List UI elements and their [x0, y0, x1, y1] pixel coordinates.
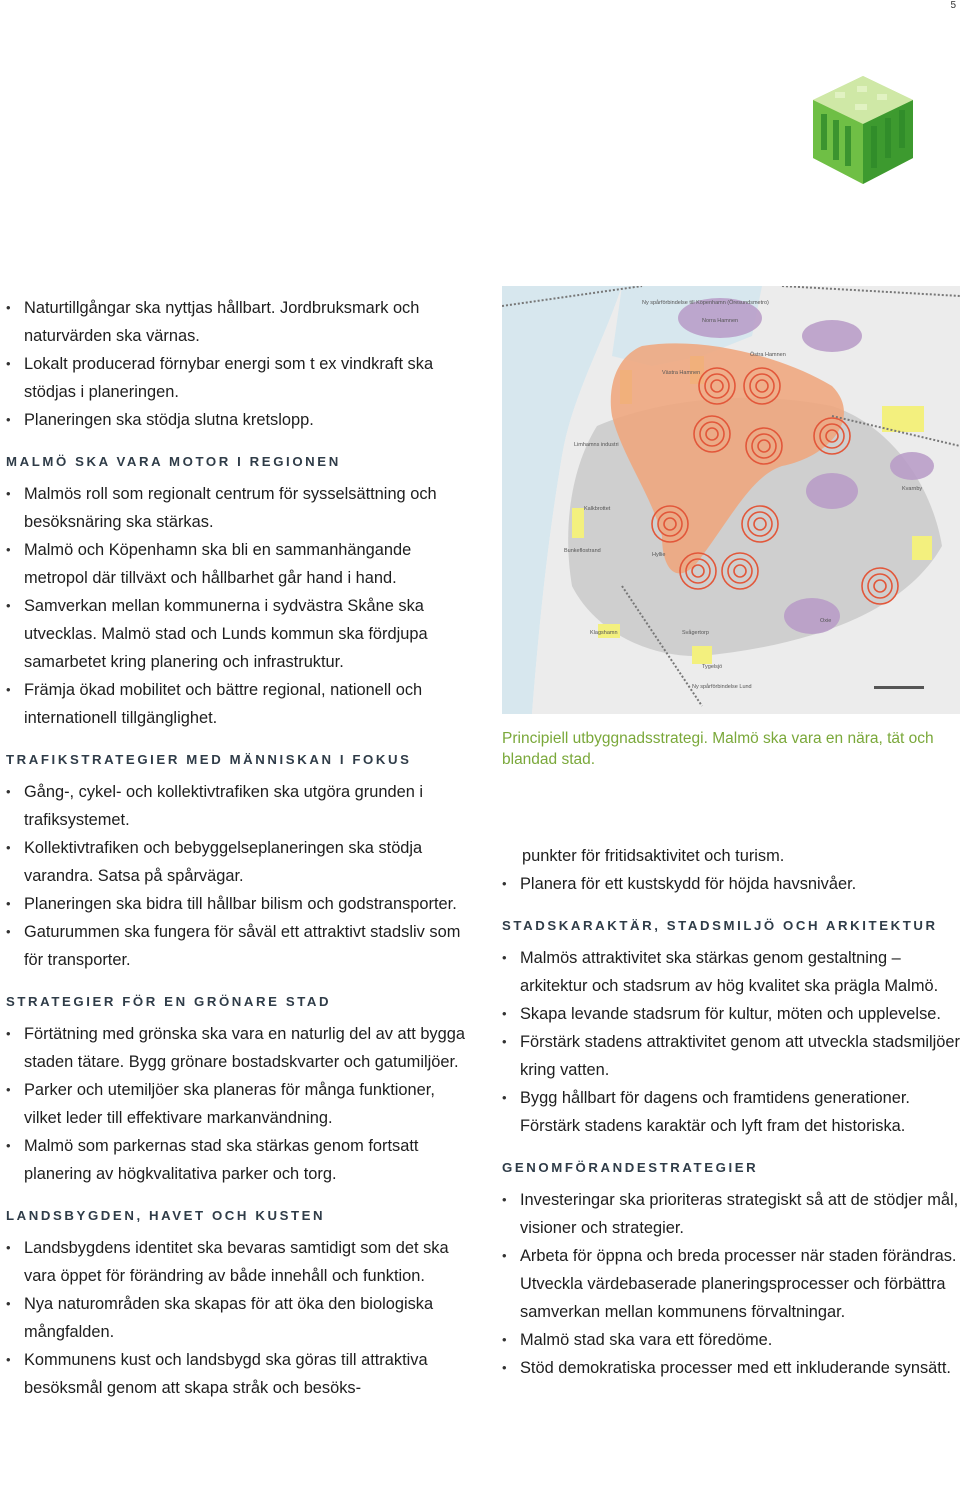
map-label: Svågertorp — [682, 630, 709, 636]
list-item: • Förstärk stadens attraktivitet genom att utveckla stadsmiljöer kring vatten. — [502, 1028, 960, 1084]
list-item: • Gång-, cykel- och kollektivtrafiken ska utgöra grunden i trafiksystemet. — [6, 778, 476, 834]
list-item: • Malmös roll som regionalt centrum för sysselsättning och besöksnäring ska stärkas. — [6, 480, 476, 536]
list-item: • Planeringen ska bidra till hållbar bilism och godstransporter. — [6, 890, 476, 918]
map-label: Bunkeflostrand — [564, 548, 601, 554]
list-item: • Malmö stad ska vara ett föredöme. — [502, 1326, 960, 1354]
list-item: • Främja ökad mobilitet och bättre regional, nationell och internationell tillgänglighet. — [6, 676, 476, 732]
list-item: • Naturtillgångar ska nyttjas hållbart. Jordbruksmark och naturvärden ska värnas. — [6, 294, 476, 350]
map-label: Västra Hamnen — [662, 370, 701, 376]
growth-strategy-map — [502, 286, 960, 714]
list-item: • Kommunens kust och landsbygd ska göras till attraktiva besöksmål genom att skapa stråk och besöks- — [6, 1346, 476, 1402]
section-genomforandestrategier — [502, 1158, 960, 1382]
map-label: Kvarnby — [902, 486, 923, 492]
section-trafikstrategier — [6, 750, 476, 974]
section-heading: STRATEGIER FÖR EN GRÖNARE STAD — [6, 994, 332, 1009]
list-item: • Stöd demokratiska processer med ett inkluderande synsätt. — [502, 1354, 960, 1382]
list-item: • Investeringar ska prioriteras strategiskt så att de stödjer mål, visioner och strategier. — [502, 1186, 960, 1242]
list-item: • Malmö och Köpenhamn ska bli en sammanhängande metropol där tillväxt och hållbarhet går hand i hand. — [6, 536, 476, 592]
list-item: • Malmö som parkernas stad ska stärkas genom fortsatt planering av högkvalitativa parker och torg. — [6, 1132, 476, 1188]
section-heading: MALMÖ SKA VARA MOTOR I REGIONEN — [6, 454, 341, 469]
left-column — [6, 294, 476, 1402]
map-label: Kalkbrottet — [584, 506, 611, 512]
map-label: Oxie — [820, 618, 832, 624]
green-blocks-logo — [805, 66, 921, 194]
right-column — [502, 842, 960, 1382]
intro-list — [6, 294, 476, 434]
section-gronare-stad — [6, 992, 476, 1188]
section-motor-i-regionen — [6, 452, 476, 732]
list-item: • Bygg hållbart för dagens och framtidens generationer. Förstärk stadens karaktär och lyft fram det historiska. — [502, 1084, 960, 1140]
map-label: Ny spårförbindelse Lund — [692, 684, 752, 690]
page-number: 5 — [950, 0, 956, 11]
list-item: • Arbeta för öppna och breda processer när staden förändras. Utveckla värdebaserade planeringsprocesser och förbättra samverkan mellan kommunens förvaltningar. — [502, 1242, 960, 1326]
map-label: Tygelsjö — [702, 664, 723, 670]
list-item: • Planeringen ska stödja slutna kretslopp. — [6, 406, 476, 434]
map-label: Klagshamn — [590, 630, 618, 636]
section-landsbygden — [6, 1206, 476, 1402]
section-heading: STADSKARAKTÄR, STADSMILJÖ OCH ARKITEKTUR — [502, 918, 938, 933]
list-item: • Parker och utemiljöer ska planeras för många funktioner, vilket leder till effektivare markanvändning. — [6, 1076, 476, 1132]
list-item: • Landsbygdens identitet ska bevaras samtidigt som det ska vara öppet för förändring av både innehåll och funktion. — [6, 1234, 476, 1290]
list-item-continuation: punkter för fritidsaktivitet och turism. — [522, 847, 785, 865]
list-item: • Förtätning med grönska ska vara en naturlig del av att bygga staden tätare. Bygg grönare bostadskvarter och gatumiljöer. — [6, 1020, 476, 1076]
list-item: • Planera för ett kustskydd för höjda havsnivåer. — [502, 870, 960, 898]
section-stadskaraktar — [502, 916, 960, 1140]
list-item: • Gaturummen ska fungera för såväl ett attraktivt stadsliv som för transporter. — [6, 918, 476, 974]
map-label: Östra Hamnen — [750, 352, 786, 358]
list-item: • Lokalt producerad förnybar energi som t ex vindkraft ska stödjas i planeringen. — [6, 350, 476, 406]
map-label: Norra Hamnen — [702, 318, 739, 324]
section-heading: GENOMFÖRANDESTRATEGIER — [502, 1160, 759, 1175]
list-item: • Malmös attraktivitet ska stärkas genom gestaltning – arkitektur och stadsrum av hög kvalitet ska prägla Malmö. — [502, 944, 960, 1000]
map-caption: Principiell utbyggnadsstrategi. Malmö ska vara en nära, tät och blandad stad. — [502, 730, 934, 768]
section-heading: LANDSBYGDEN, HAVET OCH KUSTEN — [6, 1208, 326, 1223]
section-heading: TRAFIKSTRATEGIER MED MÄNNISKAN I FOKUS — [6, 752, 412, 767]
map-label: Hyllie — [652, 552, 666, 558]
map-caption-block — [502, 728, 960, 770]
list-item: • Kollektivtrafiken och bebyggelseplaneringen ska stödja varandra. Satsa på spårvägar. — [6, 834, 476, 890]
map-label: Ny spårförbindelse till Köpenhamn (Öresundsmetro) — [642, 300, 769, 306]
list-item: • Skapa levande stadsrum för kultur, möten och upplevelse. — [502, 1000, 960, 1028]
list-item: • Samverkan mellan kommunerna i sydvästra Skåne ska utvecklas. Malmö stad och Lunds kommun ska fördjupa samarbetet kring planering och infrastruktur. — [6, 592, 476, 676]
map-label: Limhamns industri — [574, 442, 619, 448]
list-item: • Nya naturområden ska skapas för att öka den biologiska mångfalden. — [6, 1290, 476, 1346]
